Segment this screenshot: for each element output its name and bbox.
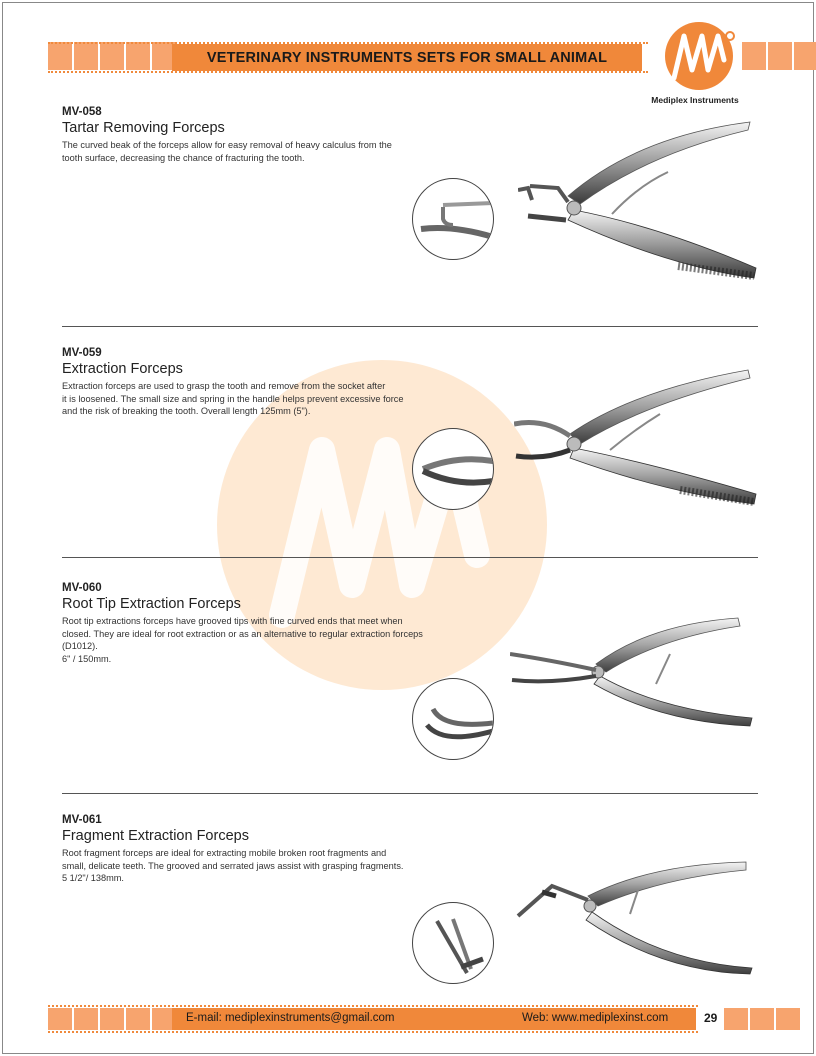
tartar-forceps-image <box>518 116 758 280</box>
product-name: Root Tip Extraction Forceps <box>62 596 241 612</box>
product-description <box>62 139 442 164</box>
tip-detail-circle <box>412 902 494 984</box>
page-title: VETERINARY INSTRUMENTS SETS FOR SMALL ANIMAL <box>206 49 608 66</box>
tip-detail-circle <box>412 428 494 510</box>
description-line: 5 1/2"/ 138mm. <box>62 873 124 883</box>
footer-dotted-line <box>48 1005 698 1007</box>
product-code: MV-058 <box>62 106 102 118</box>
description-line: (D1012). <box>62 641 98 651</box>
footer-tiles-right <box>724 1008 800 1030</box>
footer-web: Web: www.mediplexinst.com <box>522 1012 669 1024</box>
header-tiles-right <box>742 42 816 70</box>
tip-detail-circle <box>412 178 494 260</box>
extraction-forceps-image <box>514 364 758 506</box>
header-title-bar <box>172 44 642 71</box>
tip-detail-circle <box>412 678 494 760</box>
brand-name: Mediplex Instruments <box>651 95 739 105</box>
header-tiles-left <box>48 42 176 70</box>
brand-logo-icon <box>656 20 742 92</box>
description-line: and the risk of breaking the tooth. Overall length 125mm (5"). <box>62 406 311 416</box>
page-number: 29 <box>704 1011 718 1025</box>
description-line: 6" / 150mm. <box>62 653 112 664</box>
product-code: MV-060 <box>62 582 102 594</box>
description-line: Root tip extractions forceps have grooved tips with fine curved ends that meet when <box>62 616 403 626</box>
product-code: MV-059 <box>62 347 102 359</box>
root-tip-forceps-image <box>510 614 756 728</box>
description-line: closed. They are ideal for root extraction or as an alternative to regular extraction forceps <box>62 628 423 639</box>
product-code: MV-061 <box>62 814 102 826</box>
product-description <box>62 847 442 885</box>
description-line: The curved beak of the forceps allow for easy removal of heavy calculus from the <box>62 140 392 150</box>
product-description <box>62 380 442 418</box>
header-dotted-line-bottom <box>48 71 648 73</box>
footer-tiles-left <box>48 1008 176 1030</box>
product-name: Tartar Removing Forceps <box>62 120 225 136</box>
section-divider <box>62 326 758 327</box>
footer-email: E-mail: mediplexinstruments@gmail.com <box>186 1012 395 1024</box>
product-name: Fragment Extraction Forceps <box>62 828 249 844</box>
description-line: Extraction forceps are used to grasp the tooth and remove from the socket after <box>62 381 386 391</box>
product-name: Extraction Forceps <box>62 361 183 377</box>
footer-dotted-line-bottom <box>48 1031 698 1033</box>
description-line: Root fragment forceps are ideal for extracting mobile broken root fragments and <box>62 848 387 858</box>
section-divider <box>62 557 758 558</box>
description-line: tooth surface, decreasing the chance of fracturing the tooth. <box>62 152 305 163</box>
product-description <box>62 615 462 665</box>
fragment-forceps-image <box>512 856 758 976</box>
description-line: it is loosened. The small size and spring in the handle helps prevent excessive force <box>62 393 404 404</box>
section-divider <box>62 793 758 794</box>
description-line: small, delicate teeth. The grooved and serrated jaws assist with grasping fragments. <box>62 860 404 871</box>
